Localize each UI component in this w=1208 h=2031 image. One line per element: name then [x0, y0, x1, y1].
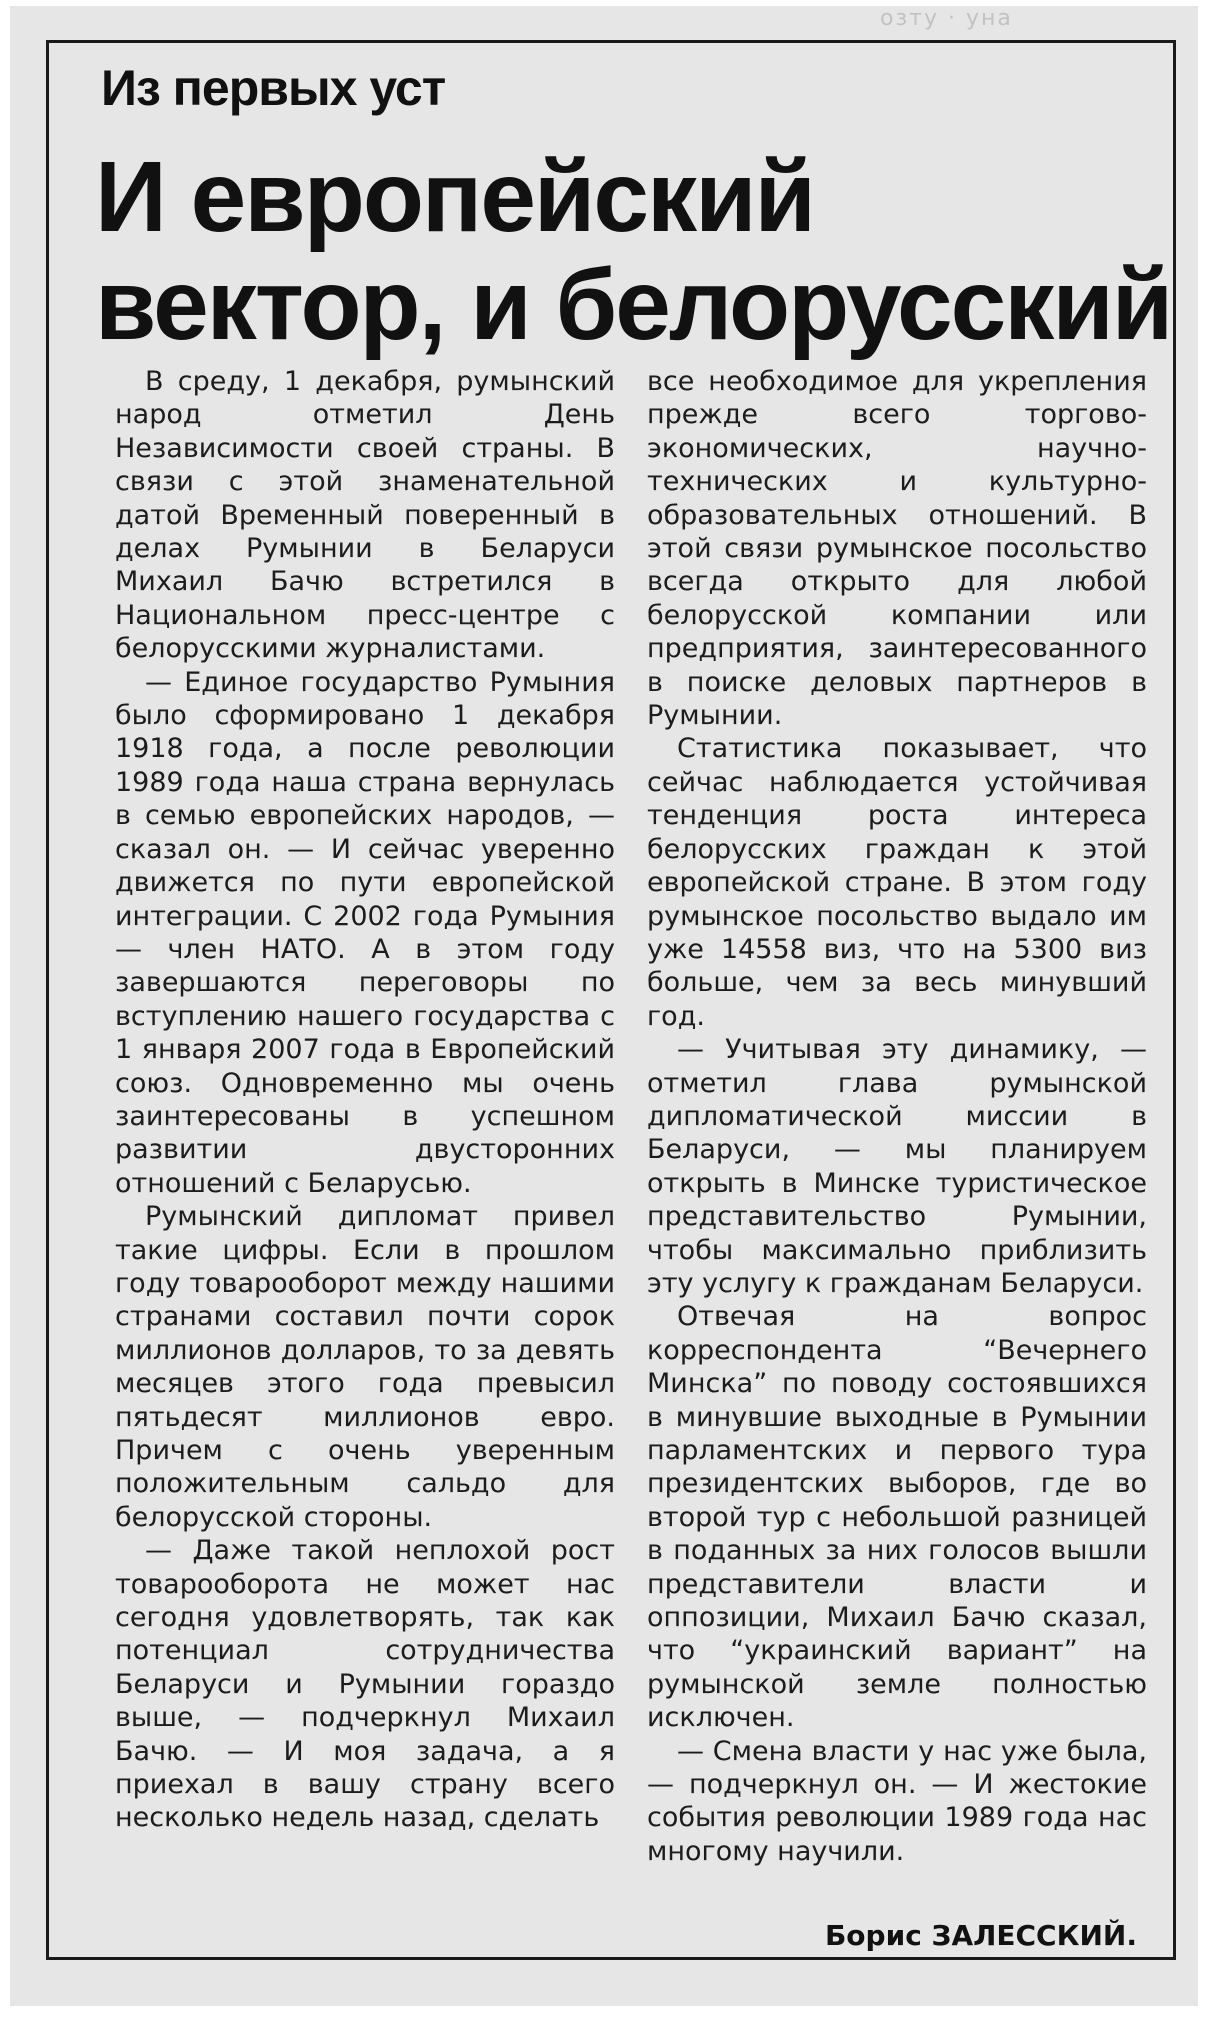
article-frame — [46, 40, 1176, 1960]
rubric-title: Из первых уст — [101, 60, 446, 116]
paragraph: Статистика показывает, что сейчас наблюдается устойчивая тенденция роста интереса белорусских граждан к этой европейской стране. В этом году румынское посольство выдало им уже 14558 виз, что на 5300 виз больше, чем за весь минувший год. — [647, 733, 1147, 1032]
newspaper-clipping — [10, 6, 1198, 2006]
paragraph: Отвечая на вопрос корреспондента “Вечернего Минска” по поводу состоявшихся в минувшие выходные в Румынии парламентских и первого тура президентских выборов, где во второй тур с небольшой разницей в поданных за них голосов вышли представители власти и оппозиции, Михаил Бачю сказал, что “украинский вариант” на румынской земле полностью исключен. — [647, 1301, 1147, 1734]
paragraph: — Даже такой неплохой рост товарооборота не может нас сегодня удовлетворять, так как потенциал сотрудничества Беларуси и Румынии гораздо выше, — подчеркнул Михаил Бачю. — И моя задача, а я приехал в вашу страну всего несколько недель назад, сделать — [115, 1535, 615, 1834]
article-headline: И европейский вектор, и белорусский — [95, 141, 1172, 361]
paragraph: — Учитывая эту динамику, — отметил глава румынской дипломатической миссии в Беларуси, — мы планируем открыть в Минске туристическое представительство Румынии, чтобы максимально приблизить эту услугу к гражданам Беларуси. — [647, 1034, 1147, 1299]
author-signature: Борис ЗАЛЕССКИЙ. — [824, 1919, 1137, 1952]
paragraph: В среду, 1 декабря, румынский народ отметил День Независимости своей страны. В связи с этой знаменательной датой Временный поверенный в делах Румынии в Беларуси Михаил Бачю встретился в Национальном пресс-центре с белорусскими журналистами. — [115, 366, 615, 665]
paragraph-continued: все необходимое для укрепления прежде всего торгово-экономических, научно-технических и культурно-образовательных отношений. В этой связи румынское посольство всегда открыто для любой белорусской компании или предприятия, заинтересованного в поиске деловых партнеров в Румынии. — [647, 366, 1147, 732]
paragraph: Румынский дипломат привел такие цифры. Если в прошлом году товарооборот между нашими странами составил почти сорок миллионов долларов, то за девять месяцев этого года превысил пятьдесят миллионов евро. Причем с очень уверенным положительным сальдо для белорусской стороны. — [115, 1201, 615, 1533]
paragraph: — Единое государство Румыния было сформировано 1 декабря 1918 года, а после революции 1989 года наша страна вернулась в семью европейских народов, — сказал он. — И сейчас уверенно движется по пути европейской интеграции. С 2002 года Румыния — член НАТО. А в этом году завершаются переговоры по вступлению нашего государства с 1 января 2007 года в Европейский союз. Одновременно мы очень заинтересованы в успешном развитии двусторонних отношений с Беларусью. — [115, 666, 615, 1199]
paragraph: — Смена власти у нас уже была, — подчеркнул он. — И жестокие события революции 1989 года нас многому научили. — [647, 1735, 1147, 1867]
column-right — [647, 365, 1147, 1868]
bleed-through-text: озту · уна — [880, 6, 1013, 31]
column-left — [115, 365, 615, 1835]
